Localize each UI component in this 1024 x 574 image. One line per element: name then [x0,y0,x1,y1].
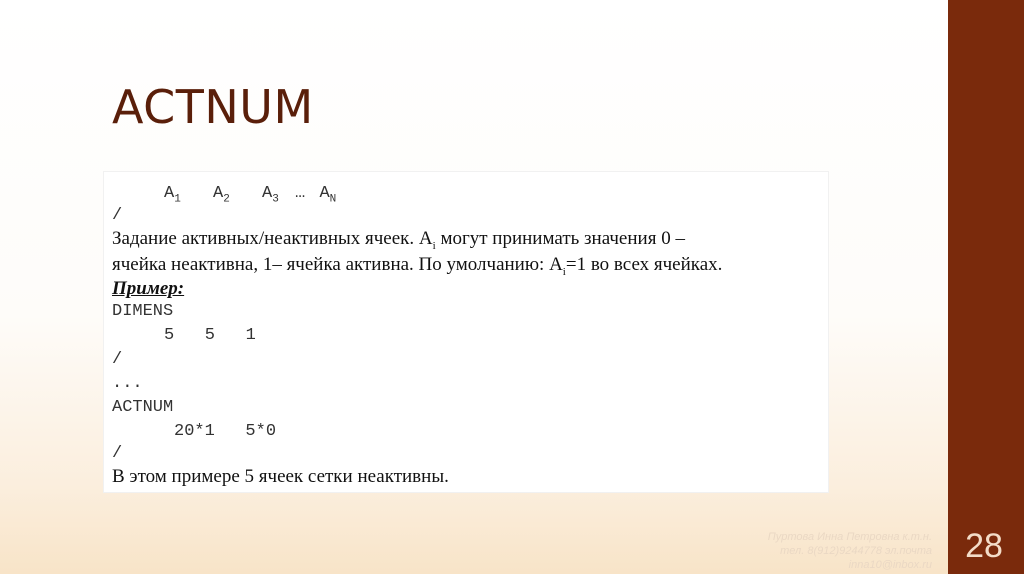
param-a3: A [262,184,273,203]
ellipsis-line: ... [112,374,143,393]
param-an-sub: N [329,193,337,206]
description-text-1a: Задание активных/неактивных ячеек. A [112,228,433,249]
slash-line-2: / [112,350,123,369]
description-text-2a: ячейка неактивна, 1– ячейка активна. По умолчанию: A [112,254,563,275]
param-a2-sub: 2 [223,193,230,206]
dimens-values: 5 5 1 [164,326,256,345]
footer-email: inna10@inbox.ru [848,559,932,571]
description-line-1 [112,228,685,252]
description-text-2b: =1 во всех ячейках. [565,254,723,275]
param-a1: A [164,184,175,203]
actnum-values: 20*1 5*0 [174,422,277,441]
dimens-keyword: DIMENS [112,302,174,321]
conclusion-text: В этом примере 5 ячеек сетки неактивны. [112,466,449,487]
description-sub-1: i [432,239,436,252]
description-sub-2: i [562,265,566,278]
footer-author: Пуртова Инна Петровна к.т.н. [767,531,932,543]
page-number: 28 [965,527,1003,565]
content-image [104,172,828,492]
description-text-1b: могут принимать значения 0 – [435,228,685,249]
param-a2: A [213,184,224,203]
description-line-2 [112,254,722,278]
slash-line-3: / [112,444,123,463]
param-ellipsis: … [295,184,306,203]
actnum-keyword: ACTNUM [112,398,174,417]
param-a3-sub: 3 [272,193,279,206]
param-an: A [319,184,330,203]
syntax-line [164,184,336,205]
footer-phone: тел. 8(912)9244778 эл.почта [780,545,932,557]
param-a1-sub: 1 [174,193,181,206]
slash-line-1: / [112,206,123,225]
accent-sidebar [948,0,1024,574]
example-label: Пример: [112,278,185,299]
author-footer [768,530,932,572]
slide-title: ACTNUM [112,80,314,134]
